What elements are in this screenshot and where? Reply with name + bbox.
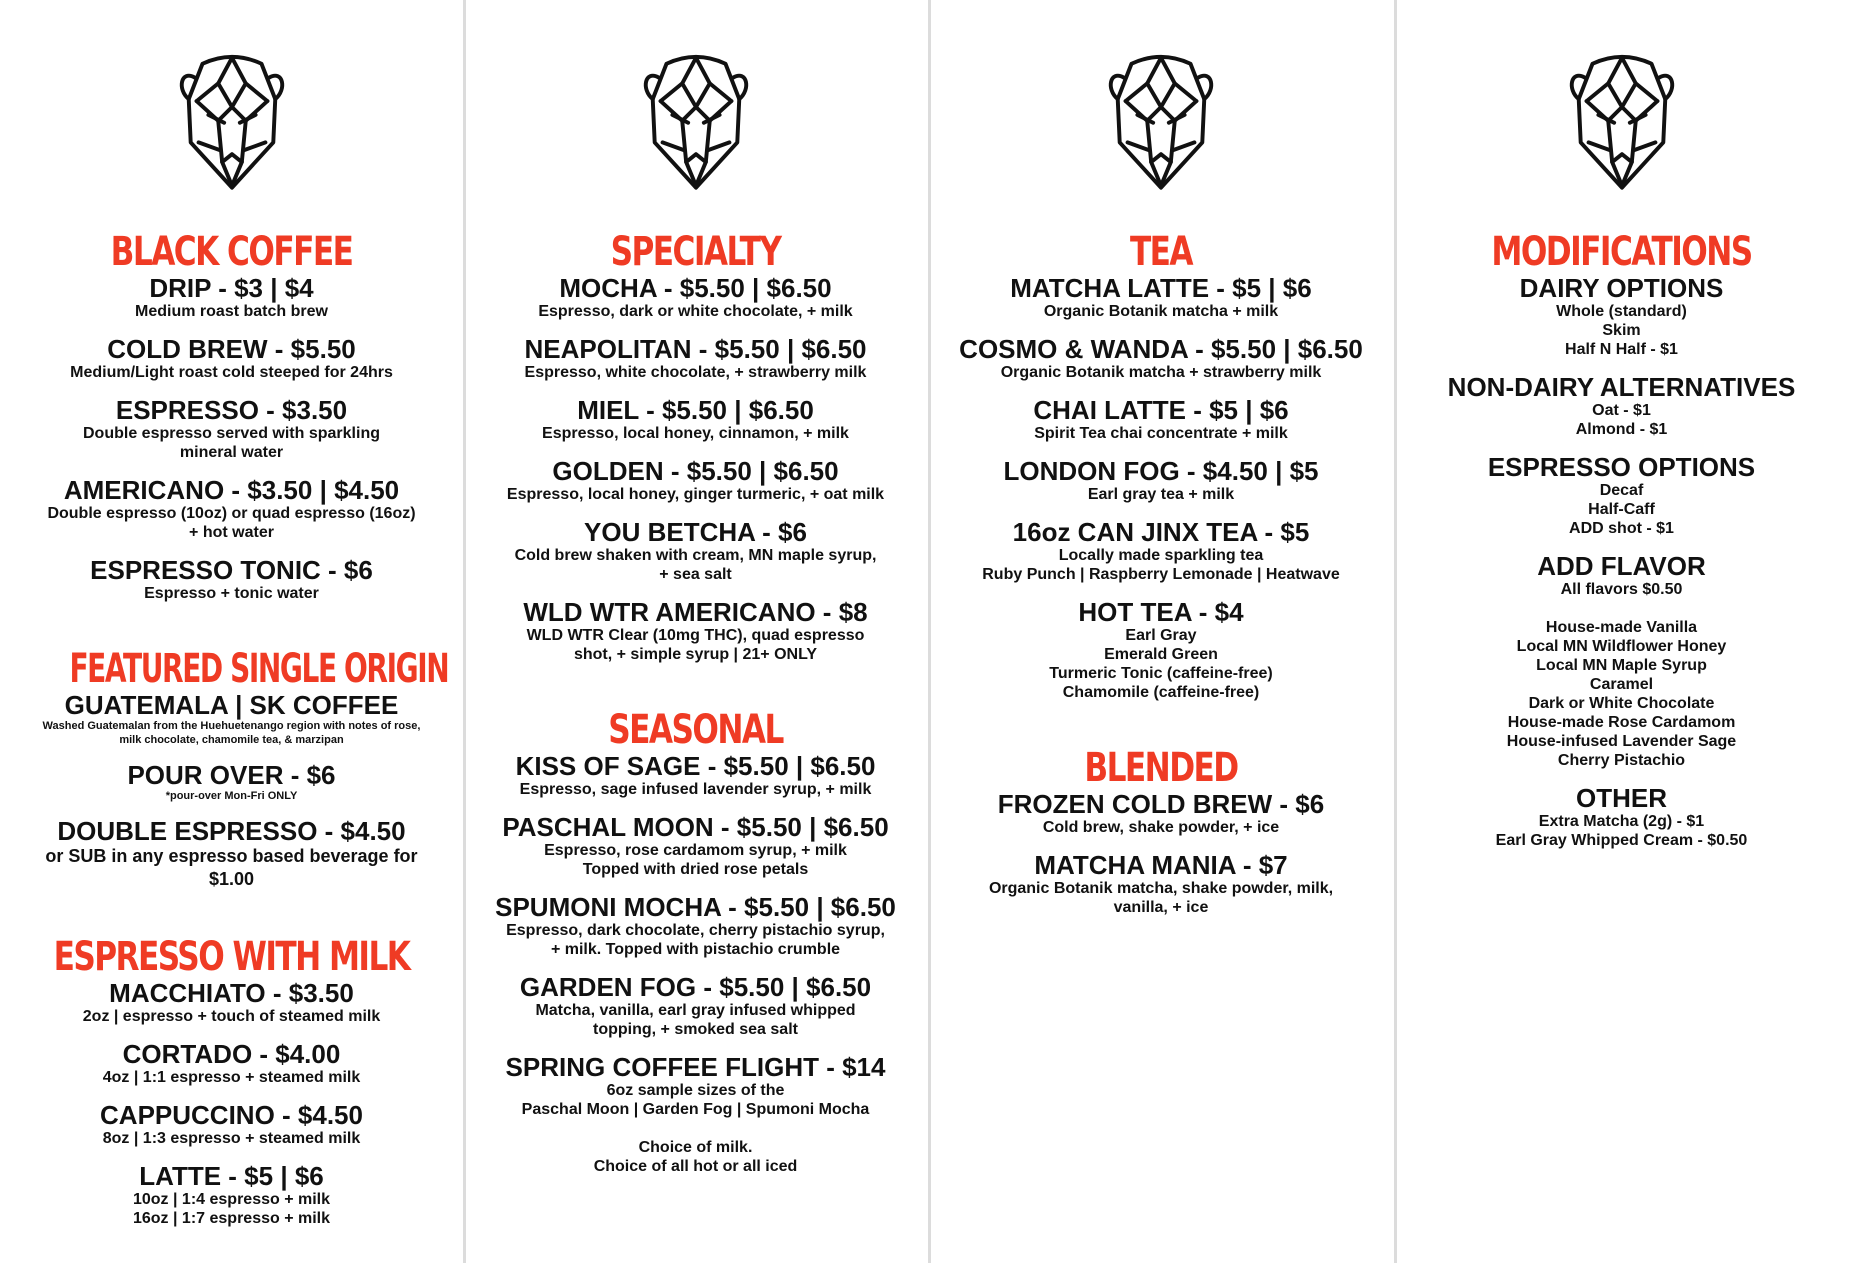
menu-item-description: [463, 485, 928, 504]
description-line: 6oz sample sizes of the: [606, 1082, 785, 1099]
menu-item-description: [0, 1190, 463, 1228]
menu-item-description: [928, 302, 1394, 321]
menu-item-description: [463, 1081, 928, 1176]
menu-item: [0, 979, 463, 1026]
description-line: mineral water: [179, 444, 284, 461]
menu-item: [0, 274, 463, 321]
menu-item: [928, 518, 1394, 584]
menu-item-description: [0, 424, 463, 462]
menu-item-description: [1394, 302, 1849, 359]
menu-item-description: [463, 921, 928, 959]
description-line: Espresso + tonic water: [144, 585, 319, 602]
menu-item-name: LONDON FOG - $4.50 | $5: [1003, 456, 1319, 486]
menu-item: [0, 335, 463, 382]
menu-item-description: [928, 485, 1394, 504]
menu-item-description: [463, 363, 928, 382]
menu-item: [0, 1040, 463, 1087]
menu-item: [0, 691, 463, 747]
menu-item: [463, 893, 928, 959]
description-line: $1.00: [208, 869, 255, 889]
bear-head-icon: [637, 48, 755, 192]
menu-item-name: LATTE - $5 | $6: [139, 1161, 324, 1191]
menu-item-name: FROZEN COLD BREW - $6: [997, 789, 1325, 819]
menu-item: [0, 476, 463, 542]
menu-item: [1394, 453, 1849, 538]
description-line: vanilla, + ice: [1113, 899, 1209, 916]
menu-item-name: ESPRESSO - $3.50: [115, 395, 348, 425]
menu-item-name: DOUBLE ESPRESSO - $4.50: [57, 816, 406, 846]
section-title: BLENDED: [1084, 745, 1238, 791]
description-line: Espresso, dark chocolate, cherry pistachio syrup,: [506, 922, 885, 939]
menu-item: [463, 457, 928, 504]
menu-item-description: [463, 780, 928, 799]
description-line: 2oz | espresso + touch of steamed milk: [82, 1008, 381, 1025]
description-line: All flavors $0.50: [1560, 581, 1683, 598]
description-line: Topped with dried rose petals: [582, 861, 809, 878]
menu-item-name: MATCHA LATTE - $5 | $6: [1010, 273, 1312, 303]
description-line: Choice of all hot or all iced: [593, 1158, 798, 1175]
description-line: Cherry Pistachio: [1557, 752, 1686, 769]
menu-item-name: CORTADO - $4.00: [122, 1039, 341, 1069]
description-line: Local MN Wildflower Honey: [1516, 638, 1727, 655]
description-line: or SUB in any espresso based beverage for: [45, 846, 418, 866]
description-line: House-made Rose Cardamom: [1507, 714, 1736, 731]
section-spacer: [0, 617, 463, 647]
menu-item: [0, 1162, 463, 1228]
menu-item-name: DRIP - $3 | $4: [149, 273, 314, 303]
description-line: WLD WTR Clear (10mg THC), quad espresso: [526, 627, 865, 644]
description-line: Medium roast batch brew: [135, 303, 328, 320]
description-line: House-made Vanilla: [1545, 619, 1698, 636]
menu-item-name: COLD BREW - $5.50: [107, 334, 356, 364]
menu-item-name: PASCHAL MOON - $5.50 | $6.50: [502, 812, 889, 842]
menu-item-name: MIEL - $5.50 | $6.50: [577, 395, 814, 425]
menu-item-name: YOU BETCHA - $6: [584, 517, 807, 547]
menu-item: [928, 335, 1394, 382]
description-line: Organic Botanik matcha, shake powder, milk,: [988, 880, 1334, 897]
menu-item-description: [463, 302, 928, 321]
section-spacer: [928, 716, 1394, 746]
menu-item: [928, 274, 1394, 321]
description-line: milk chocolate, chamomile tea, & marzipan: [119, 734, 344, 746]
menu-item: [463, 1053, 928, 1176]
menu-item: [463, 813, 928, 879]
menu-item-description: [928, 424, 1394, 443]
description-line: 16oz | 1:7 espresso + milk: [132, 1210, 331, 1227]
menu-item-description: [0, 1007, 463, 1026]
menu-item-name: OTHER: [1576, 783, 1667, 813]
menu-item: [928, 851, 1394, 917]
menu-item-name: KISS OF SAGE - $5.50 | $6.50: [515, 751, 876, 781]
section-title: MODIFICATIONS: [1491, 229, 1752, 275]
description-line: Washed Guatemalan from the Huehuetenango region with notes of rose,: [42, 720, 421, 732]
menu-item-name: 16oz CAN JINX TEA - $5: [1012, 517, 1310, 547]
description-line: Cold brew, shake powder, + ice: [1042, 819, 1280, 836]
menu-item-description: [928, 818, 1394, 837]
menu-item-description: [463, 546, 928, 584]
menu-column-2: [463, 0, 928, 1263]
description-line: Locally made sparkling tea: [1058, 547, 1264, 564]
description-line: Espresso, dark or white chocolate, + milk: [538, 303, 853, 320]
menu-item-description: [0, 584, 463, 603]
description-line: Espresso, sage infused lavender syrup, + milk: [519, 781, 872, 798]
menu-item-name: MACCHIATO - $3.50: [109, 978, 354, 1008]
menu-item-description: [928, 879, 1394, 917]
description-line: Chamomile (caffeine-free): [1062, 684, 1260, 701]
menu-item: [0, 761, 463, 803]
menu-item: [928, 457, 1394, 504]
description-line: Local MN Maple Syrup: [1536, 657, 1707, 674]
menu-item-name: SPUMONI MOCHA - $5.50 | $6.50: [495, 892, 896, 922]
menu-item: [463, 752, 928, 799]
description-line: 4oz | 1:1 espresso + steamed milk: [102, 1069, 361, 1086]
description-line: + hot water: [189, 524, 274, 541]
menu-item-description: [1394, 812, 1849, 850]
menu-item-name: AMERICANO - $3.50 | $4.50: [63, 475, 400, 505]
menu-item-description: [0, 504, 463, 542]
bear-head-icon: [1563, 48, 1681, 192]
menu-item-description: [928, 363, 1394, 382]
menu-item-description: [0, 1129, 463, 1148]
menu-item-description: [463, 1001, 928, 1039]
menu-item: [0, 396, 463, 462]
menu-item-description: [463, 626, 928, 664]
menu-item-description: [0, 363, 463, 382]
menu-item-description: [463, 424, 928, 443]
description-line: Emerald Green: [1104, 646, 1218, 663]
description-line: + sea salt: [659, 566, 732, 583]
menu-item-name: WLD WTR AMERICANO - $8: [523, 597, 868, 627]
menu-column-4: [1394, 0, 1849, 1263]
menu-column-3: [928, 0, 1394, 1263]
menu-item: [1394, 373, 1849, 439]
section-title: SEASONAL: [608, 707, 783, 753]
menu-item: [1394, 274, 1849, 359]
description-line: 8oz | 1:3 espresso + steamed milk: [102, 1130, 361, 1147]
menu-item-description: [1394, 401, 1849, 439]
menu-item: [463, 598, 928, 664]
description-line: Oat - $1: [1592, 402, 1651, 419]
menu-item-name: MATCHA MANIA - $7: [1034, 850, 1288, 880]
menu-item-name: SPRING COFFEE FLIGHT - $14: [505, 1052, 886, 1082]
menu-item-name: GOLDEN - $5.50 | $6.50: [552, 456, 839, 486]
description-line: Organic Botanik matcha + milk: [1043, 303, 1279, 320]
menu-item-name: GUATEMALA | SK COFFEE: [64, 690, 399, 720]
menu-item-name: ADD FLAVOR: [1537, 551, 1706, 581]
description-line: *pour-over Mon-Fri ONLY: [165, 790, 298, 802]
menu-item-description: [928, 546, 1394, 584]
menu-item-description: [0, 789, 463, 803]
description-line: Espresso, white chocolate, + strawberry milk: [524, 364, 867, 381]
description-line: [463, 1119, 928, 1138]
menu-item-name: NEAPOLITAN - $5.50 | $6.50: [524, 334, 867, 364]
section-spacer: [0, 905, 463, 935]
menu-item: [1394, 552, 1849, 770]
description-line: Choice of milk.: [638, 1139, 753, 1156]
menu-item: [463, 274, 928, 321]
menu-item: [0, 817, 463, 891]
description-line: shot, + simple syrup | 21+ ONLY: [573, 646, 818, 663]
section-title: TEA: [1129, 229, 1193, 275]
description-line: Cold brew shaken with cream, MN maple syrup,: [514, 547, 877, 564]
description-line: Earl Gray Whipped Cream - $0.50: [1495, 832, 1748, 849]
menu-item-description: [1394, 580, 1849, 770]
description-line: Turmeric Tonic (caffeine-free): [1049, 665, 1273, 682]
description-line: Double espresso served with sparkling: [83, 425, 380, 442]
menu-item: [463, 518, 928, 584]
description-line: Espresso, rose cardamom syrup, + milk: [544, 842, 847, 859]
menu-item-name: ESPRESSO TONIC - $6: [90, 555, 373, 585]
menu-item-description: [0, 719, 463, 747]
menu-item: [463, 973, 928, 1039]
description-line: Half N Half - $1: [1565, 341, 1678, 358]
section-spacer: [463, 678, 928, 708]
menu-item-description: [1394, 481, 1849, 538]
menu-item: [928, 598, 1394, 702]
menu-item-name: DAIRY OPTIONS: [1519, 273, 1724, 303]
description-line: Earl gray tea + milk: [1087, 486, 1235, 503]
description-line: Whole (standard): [1556, 303, 1687, 320]
description-line: Medium/Light roast cold steeped for 24hrs: [70, 364, 393, 381]
description-line: Dark or White Chocolate: [1528, 695, 1715, 712]
menu-item-description: [928, 626, 1394, 702]
menu-item-description: [0, 845, 463, 891]
menu-item-description: [463, 841, 928, 879]
description-line: Paschal Moon | Garden Fog | Spumoni Mocha: [521, 1101, 870, 1118]
menu-item: [0, 556, 463, 603]
menu-item-name: COSMO & WANDA - $5.50 | $6.50: [959, 334, 1363, 364]
menu-item: [463, 335, 928, 382]
menu-item: [928, 396, 1394, 443]
section-title: FEATURED SINGLE ORIGIN: [69, 646, 449, 692]
description-line: Spirit Tea chai concentrate + milk: [1034, 425, 1288, 442]
description-line: + milk. Topped with pistachio crumble: [550, 941, 841, 958]
description-line: Caramel: [1589, 676, 1654, 693]
section-title: ESPRESSO WITH MILK: [53, 934, 410, 980]
menu-item-name: POUR OVER - $6: [127, 760, 336, 790]
description-line: Earl Gray: [1125, 627, 1197, 644]
menu-item: [1394, 784, 1849, 850]
section-title: BLACK COFFEE: [110, 229, 353, 275]
description-line: Extra Matcha (2g) - $1: [1538, 813, 1705, 830]
menu-item: [463, 396, 928, 443]
description-line: Espresso, local honey, cinnamon, + milk: [542, 425, 849, 442]
bear-head-icon: [173, 48, 291, 192]
menu-item: [928, 790, 1394, 837]
description-line: [1394, 599, 1849, 618]
description-line: ADD shot - $1: [1569, 520, 1674, 537]
menu-item-name: NON-DAIRY ALTERNATIVES: [1447, 372, 1796, 402]
description-line: 10oz | 1:4 espresso + milk: [132, 1191, 331, 1208]
menu-column-1: [0, 0, 463, 1263]
description-line: Espresso, local honey, ginger turmeric, + oat milk: [506, 486, 885, 503]
menu-item-name: CHAI LATTE - $5 | $6: [1033, 395, 1289, 425]
menu-item-description: [0, 1068, 463, 1087]
menu-item-name: HOT TEA - $4: [1078, 597, 1244, 627]
description-line: Decaf: [1599, 482, 1644, 499]
description-line: Ruby Punch | Raspberry Lemonade | Heatwave: [982, 566, 1340, 583]
description-line: Double espresso (10oz) or quad espresso (16oz): [47, 505, 416, 522]
menu-item-description: [0, 302, 463, 321]
description-line: Organic Botanik matcha + strawberry milk: [1000, 364, 1322, 381]
menu-item-name: CAPPUCCINO - $4.50: [100, 1100, 363, 1130]
description-line: House-infused Lavender Sage: [1506, 733, 1737, 750]
description-line: Skim: [1602, 322, 1641, 339]
description-line: Matcha, vanilla, earl gray infused whipped: [535, 1002, 856, 1019]
menu-item-name: MOCHA - $5.50 | $6.50: [559, 273, 832, 303]
section-title: SPECIALTY: [610, 229, 781, 275]
description-line: topping, + smoked sea salt: [593, 1021, 798, 1038]
description-line: Almond - $1: [1575, 421, 1668, 438]
description-line: Half-Caff: [1588, 501, 1655, 518]
menu-item-name: GARDEN FOG - $5.50 | $6.50: [519, 972, 872, 1002]
menu-item: [0, 1101, 463, 1148]
menu-item-name: ESPRESSO OPTIONS: [1487, 452, 1756, 482]
bear-head-icon: [1102, 48, 1220, 192]
